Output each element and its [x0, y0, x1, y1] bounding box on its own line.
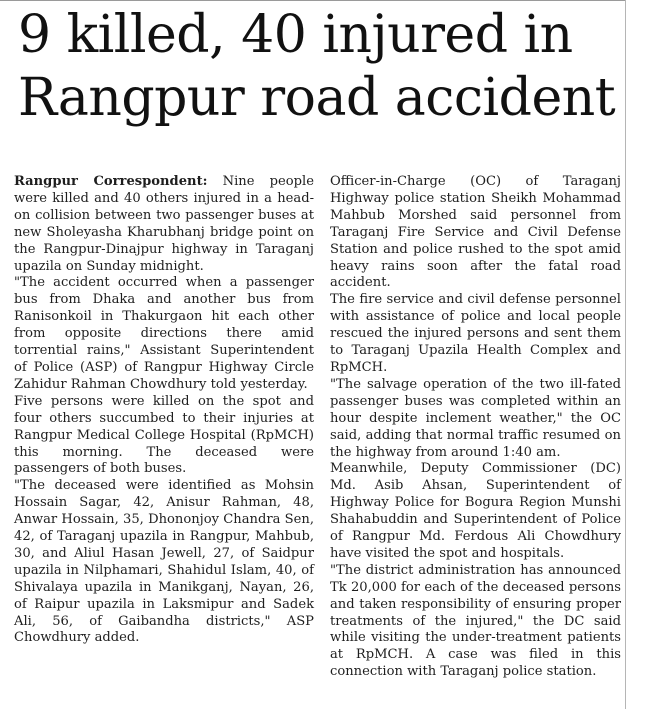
article-paragraph: "The deceased were identified as Mohsin Hossain Sagar, 42, Anisur Rahman, 48, Anwar Hossain, 35, Dhononjoy Chandra Sen, 42, of Taraganj upazila in Rangpur, Mahbub, 30, and Aliul Hasan Jewell, 27, of Saidpur upazila in Nilphamari, Shahidul Islam, 40, of Shivalaya upazila in Manikganj, Nayan, 26, of Raipur upazila in Laksmipur and Sadek Ali, 56, of Gaibandha districts," ASP Chowdhury added.: [14, 478, 314, 646]
top-border-rule: [0, 0, 625, 1]
article-paragraph: Officer-in-Charge (OC) of Taraganj Highway police station Sheikh Mohammad Mahbub Morshed said personnel from Taraganj Fire Service and Civil Defense Station and police rushed to the spot amid heavy rains soon after the fatal road accident.: [330, 174, 621, 291]
article-column-left: [14, 174, 314, 647]
article-paragraph: "The district administration has announced Tk 20,000 for each of the deceased persons and taken responsibility of ensuring proper treatments of the injured," the DC said while visiting the under-treatment patients at RpMCH. A case was filed in this connection with Taraganj police station.: [330, 562, 621, 680]
right-border-rule: [625, 0, 626, 709]
article-paragraph: "The accident occurred when a passenger bus from Dhaka and another bus from Ranisonkoil in Thakurgaon hit each other from opposite directions there amid torrential rains," Assistant Superintendent of Police (ASP) of Rangpur Highway Circle Zahidur Rahman Chowdhury told yesterday.: [14, 275, 314, 392]
headline: [18, 4, 623, 130]
article-paragraph: Meanwhile, Deputy Commissioner (DC) Md. Asib Ahsan, Superintendent of Highway Police for Bogura Region Munshi Shahabuddin and Superintendent of Police of Rangpur Md. Ferdous Ali Chowdhury have visited the spot and hospitals.: [330, 461, 621, 561]
dateline: Rangpur Correspondent:: [14, 174, 208, 189]
headline-line-2: Rangpur road accident: [18, 68, 616, 128]
article-paragraph: [14, 174, 314, 275]
article-paragraph: "The salvage operation of the two ill-fated passenger buses was completed within an hour despite inclement weather," the OC said, adding that normal traffic resumed on the highway from around 1:40 am.: [330, 376, 621, 460]
article-column-right: [330, 174, 621, 681]
article-paragraph: The fire service and civil defense personnel with assistance of police and local people rescued the injured persons and sent them to Taraganj Upazila Health Complex and RpMCH.: [330, 292, 621, 375]
paragraph-text: Nine people were killed and 40 others injured in a head-on collision between two passenger buses at new Sholeyasha Kharubhanj bridge point on the Rangpur-Dinajpur highway in Taraganj upazila on Sunday midnight.: [14, 174, 314, 274]
article-paragraph: Five persons were killed on the spot and four others succumbed to their injuries at Rangpur Medical College Hospital (RpMCH) this morning. The deceased were passengers of both buses.: [14, 393, 314, 477]
headline-line-1: 9 killed, 40 injured in: [18, 5, 573, 65]
